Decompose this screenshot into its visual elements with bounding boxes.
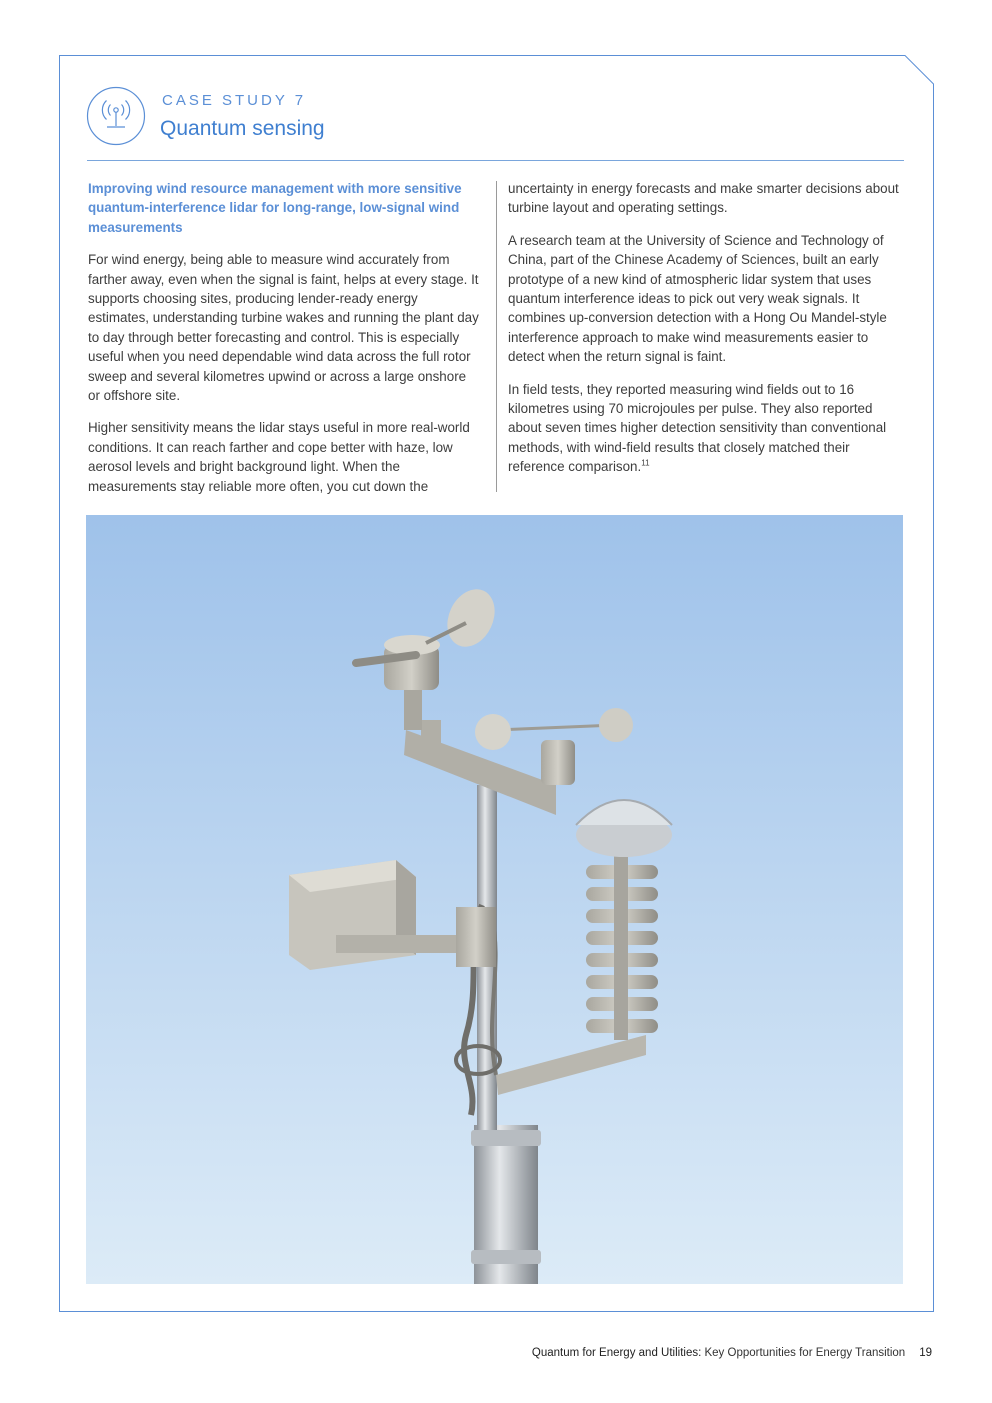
page-footer <box>532 1347 932 1359</box>
lede-paragraph: Improving wind resource management with more sensitive quantum-interference lidar for long-range, low-signal wind measurements <box>88 181 462 235</box>
page-number: 19 <box>919 1347 932 1359</box>
left-column <box>88 179 480 509</box>
column-divider <box>496 181 497 492</box>
body-paragraph-4: A research team at the University of Science and Technology of China, part of the Chinese Academy of Sciences, built an early prototype of a new kind of atmospheric lidar system that uses quantum interference ideas to pick out very weak signals. It combines up-conversion detection with a Hong Ou Mandel-style interference approach to make wind measurements easier to detect when the return signal is faint. <box>508 232 887 365</box>
antenna-broadcast-icon <box>86 86 146 146</box>
body-paragraph-3: uncertainty in energy forecasts and make smarter decisions about turbine layout and operating settings. <box>508 181 899 216</box>
footer-title-rest: Key Opportunities for Energy Transition <box>701 1347 906 1359</box>
case-study-kicker: CASE STUDY 7 <box>162 92 307 109</box>
body-paragraph-5 <box>508 380 904 477</box>
body-paragraph-1: For wind energy, being able to measure wind accurately from farther away, even when the signal is faint, helps at every stage. It supports choosing sites, producing lender-ready energy estimates, understanding turbine wakes and running the plant day to day through better forecasting and control. This is especially useful when you need dependable wind data across the full rotor sweep and several kilometres upwind or across a large onshore or offshore site. <box>88 252 479 404</box>
footnote-marker: 11 <box>641 458 650 468</box>
body-paragraph-2: Higher sensitivity means the lidar stays useful in more real-world conditions. It can reach farther and cope better with haze, low aerosol levels and bright background light. When the measurements stay reliable more often, you cut down the <box>88 420 470 494</box>
weather-station-mast-image <box>86 515 903 1284</box>
right-column <box>508 179 904 490</box>
footer-title-bold: Quantum for Energy and Utilities: <box>531 1347 702 1359</box>
page-title: Quantum sensing <box>160 117 325 140</box>
field-test-text: In field tests, they reported measuring wind fields out to 16 kilometres using 70 microjoules per pulse. They also reported about seven times higher detection sensitivity than conventional methods, with wind-field results that closely matched their reference comparison. <box>508 381 887 475</box>
header-divider <box>87 160 904 161</box>
